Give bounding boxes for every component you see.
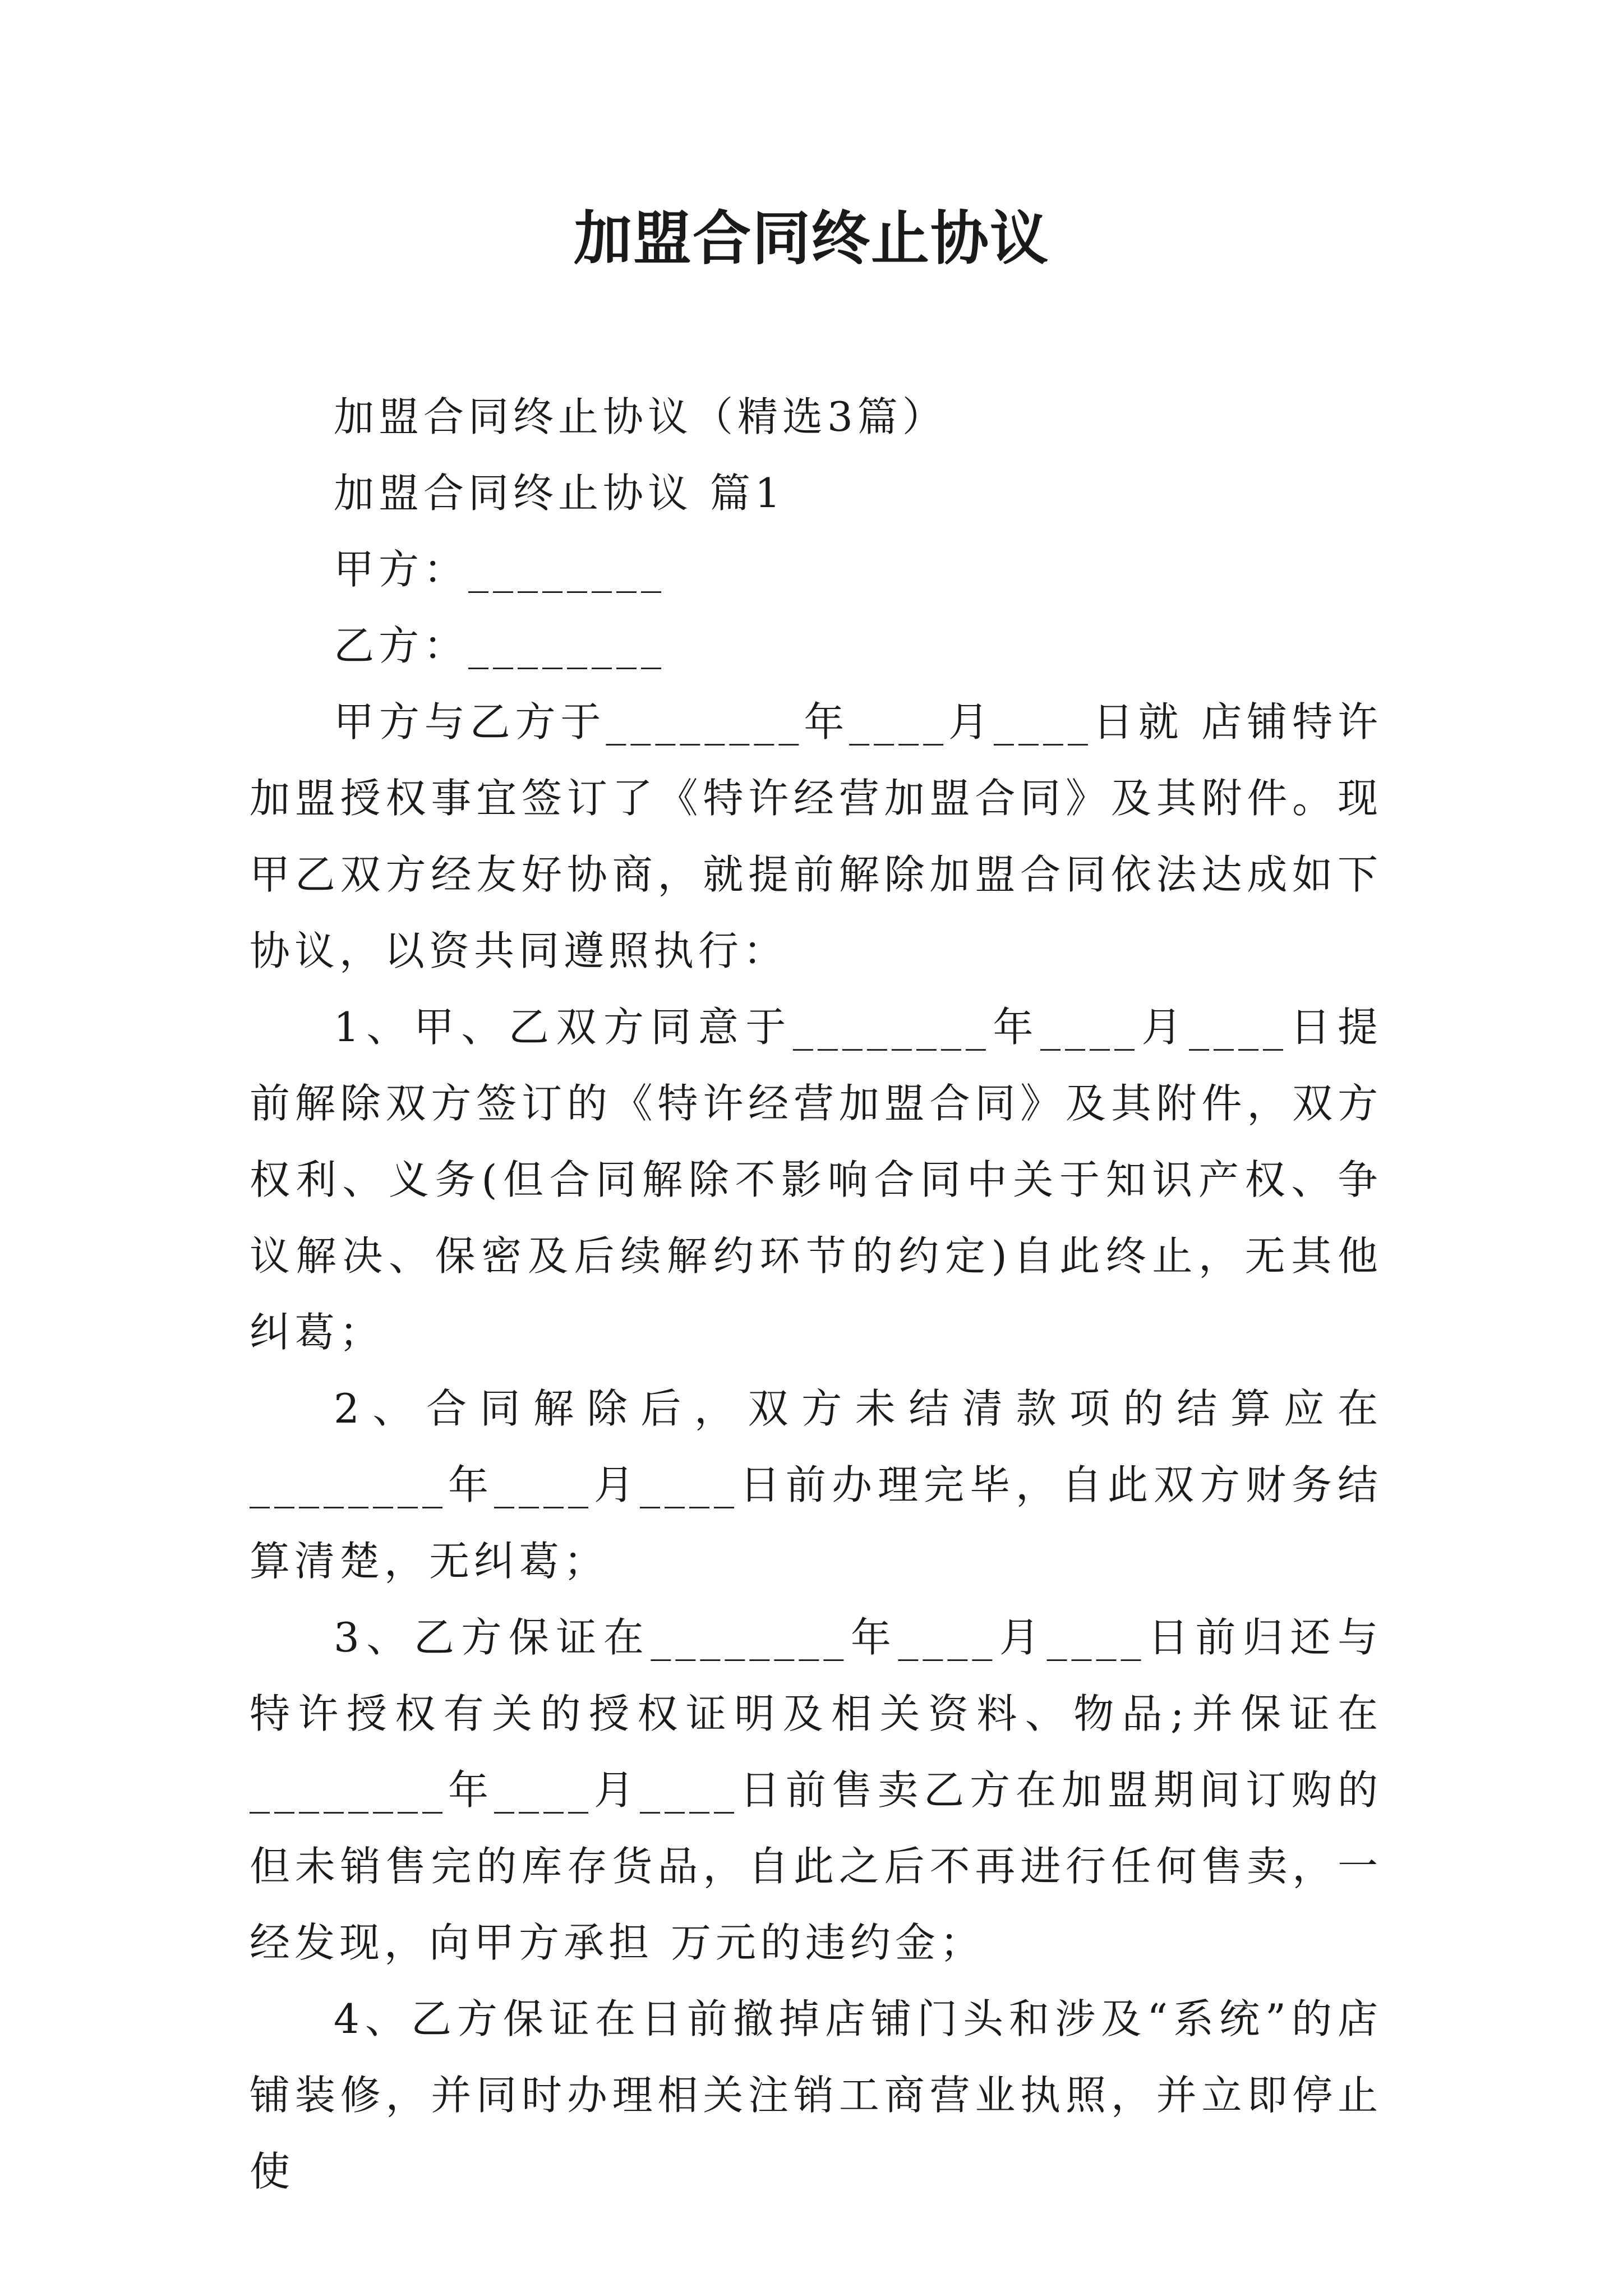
section-heading: 加盟合同终止协议 篇1 (334, 470, 785, 517)
intro-paragraph: 甲方与乙方于________年____月____日就 店铺特许加盟授权事宜签订了《特许经营加盟合同》及其附件。现甲乙双方经友好协商，就提前解除加盟合同依法达成如下协议，以资共同遵照执行： (250, 698, 1382, 974)
clause-4: 4、乙方保证在日前撤掉店铺门头和涉及“系统”的店铺装修，并同时办理相关注销工商营业执照，并立即停止使 (250, 1995, 1382, 2195)
document-title: 加盟合同终止协议 (573, 204, 1049, 273)
document-body (250, 379, 1382, 2210)
subtitle-line: 加盟合同终止协议（精选3篇） (334, 393, 947, 440)
clause-1: 1、甲、乙双方同意于________年____月____日提前解除双方签订的《特许经营加盟合同》及其附件，双方权利、义务(但合同解除不影响合同中关于知识产权、争议解决、保密及后续解约环节的约定)自此终止，无其他纠葛； (250, 1004, 1382, 1356)
party-a-line: 甲方：________ (334, 546, 666, 593)
clause-2: 2、合同解除后，双方未结清款项的结算应在________年____月____日前办理完毕，自此双方财务结算清楚，无纠葛； (250, 1385, 1382, 1585)
party-b-line: 乙方：________ (334, 622, 666, 669)
clause-3: 3、乙方保证在________年____月____日前归还与特许授权有关的授权证明及相关资料、物品;并保证在________年____月____日前售卖乙方在加盟期间订购的但未销售完的库存货品，自此之后不再进行任何售卖，一经发现，向甲方承担 万元的违约金； (250, 1614, 1382, 1966)
